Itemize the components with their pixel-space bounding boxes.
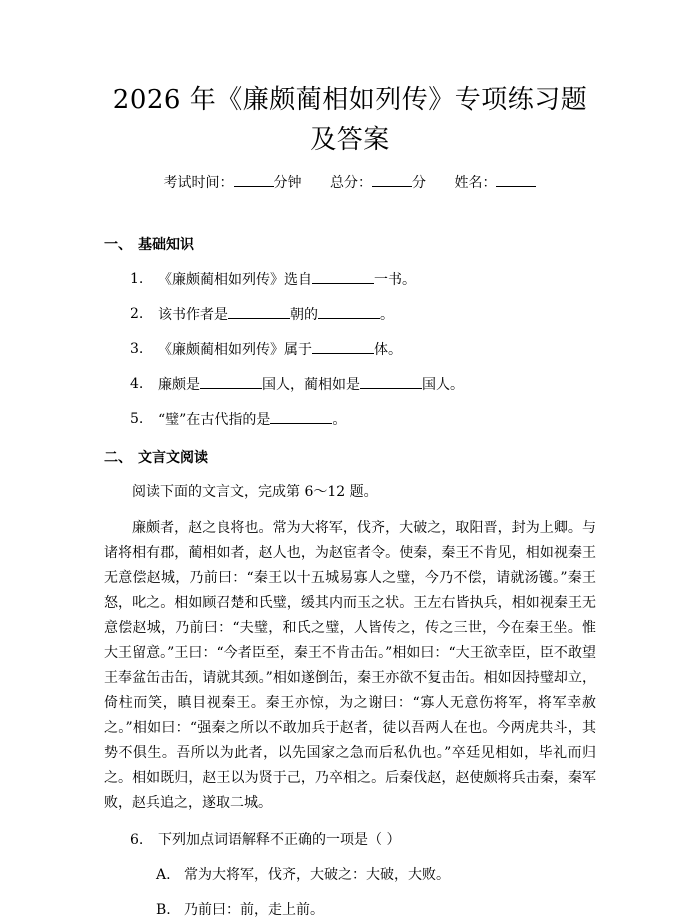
exam-name-label: 姓名： [454, 175, 497, 191]
reading-passage: 廉颇者，赵之良将也。常为大将军，伐齐，大破之，取阳晋，封为上卿。与诸将相有郡，蔺相如者，赵人也，为赵宦者令。使秦，秦王不肯见，相如视秦王无意偿赵城，乃前曰：“秦王以十五城易寡人之璧，今乃不偿，请就汤镬。”秦王怒，叱之。相如顾召楚和氏璧，缓其内而玉之状。王左右皆执兵，相如视秦王无意偿赵城，乃前曰：“夫璧，和氏之璧，人皆传之，传之三世，今在秦王坐。惟大王留意。”王曰：“今者臣至，秦王不肯击缶。”相如曰：“大王欲幸臣，臣不敢望王奉盆缶击缶，请就其颈。”相如遂倒缶，秦王亦欲不复击缶。相如因持璧却立，倚柱而笑，瞋目视秦王。秦王亦惊，为之谢曰：“寡人无意伤将军，将军幸赦之。”相如曰：“强秦之所以不敢加兵于赵者，徒以吾两人在也。今两虎共斗，其势不俱生。吾所以为此者，以先国家之急而后私仇也。”卒廷见相如，毕礼而归之。相如既归，赵王以为贤于己，乃卒相之。后秦伐赵，赵使颇将兵击秦，秦军败，赵兵追之，遂取二城。 [104, 520, 596, 811]
question-text [158, 409, 346, 430]
exam-time-unit: 分钟 [273, 175, 302, 191]
answer-blank[interactable] [200, 374, 262, 389]
question-text-after: 体。 [374, 342, 402, 358]
answer-blank[interactable] [270, 409, 332, 424]
section-number: 一、 [104, 237, 132, 253]
section-heading-basic [104, 235, 596, 255]
section-number: 二、 [104, 450, 132, 466]
question-item [104, 304, 596, 325]
question-number: 3. [130, 341, 144, 357]
document-title: 2026 年《廉颇蔺相如列传》专项练习题及答案 [112, 85, 588, 155]
exam-info [104, 172, 596, 193]
exam-name-blank[interactable] [496, 172, 536, 187]
exam-time-label: 考试时间： [163, 175, 234, 191]
question-text-middle: 国人，蔺相如是 [262, 377, 360, 393]
exam-time [164, 172, 302, 193]
section-heading-reading [104, 448, 596, 468]
question-number: 2. [130, 306, 144, 322]
answer-blank[interactable] [360, 374, 422, 389]
question-item [104, 269, 596, 290]
question-item [104, 339, 596, 360]
question-item [104, 409, 596, 430]
question-text-after: 一书。 [374, 272, 416, 288]
answer-blank[interactable] [312, 269, 374, 284]
section-title: 基础知识 [138, 237, 194, 253]
exam-score [330, 172, 426, 193]
question-text-before: “璧”在古代指的是 [158, 412, 271, 428]
option-label: B. [156, 902, 171, 918]
exam-score-label: 总分： [330, 175, 372, 191]
question-text [158, 374, 464, 395]
option-text: 常为大将军，伐齐，大破之：大破，大败。 [184, 867, 450, 883]
choice-option-b[interactable] [104, 900, 596, 920]
question-text-before: 廉颇是 [158, 377, 200, 393]
question-text [158, 269, 416, 290]
question-text-before: 《廉颇蔺相如列传》选自 [158, 272, 312, 288]
reading-intro: 阅读下面的文言文，完成第 6～12 题。 [132, 484, 378, 500]
answer-blank[interactable] [312, 339, 374, 354]
question-text: 下列加点词语解释不正确的一项是（ ） [158, 832, 401, 848]
exam-score-unit: 分 [412, 175, 426, 191]
question-text [158, 339, 402, 360]
choice-option-a[interactable] [104, 865, 596, 885]
question-number: 6. [130, 832, 144, 848]
question-text-after: 国人。 [422, 377, 464, 393]
question-number: 5. [130, 411, 144, 427]
choice-question [104, 830, 596, 850]
question-number: 1. [130, 271, 144, 287]
answer-blank[interactable] [318, 304, 380, 319]
answer-blank[interactable] [228, 304, 290, 319]
question-number: 4. [130, 376, 144, 392]
question-text [158, 304, 394, 325]
section-title: 文言文阅读 [138, 450, 208, 466]
question-list-basic [104, 269, 596, 430]
question-text-middle: 朝的 [290, 307, 318, 323]
exam-name [454, 172, 536, 193]
question-text-before: 《廉颇蔺相如列传》属于 [158, 342, 312, 358]
exam-score-blank[interactable] [372, 172, 412, 187]
exam-time-blank[interactable] [234, 172, 274, 187]
question-item [104, 374, 596, 395]
question-text-before: 该书作者是 [158, 307, 228, 323]
question-text-after: 。 [332, 412, 347, 428]
question-text-after: 。 [380, 307, 394, 323]
option-text: 乃前曰：前，走上前。 [184, 902, 324, 918]
option-label: A. [156, 867, 171, 883]
